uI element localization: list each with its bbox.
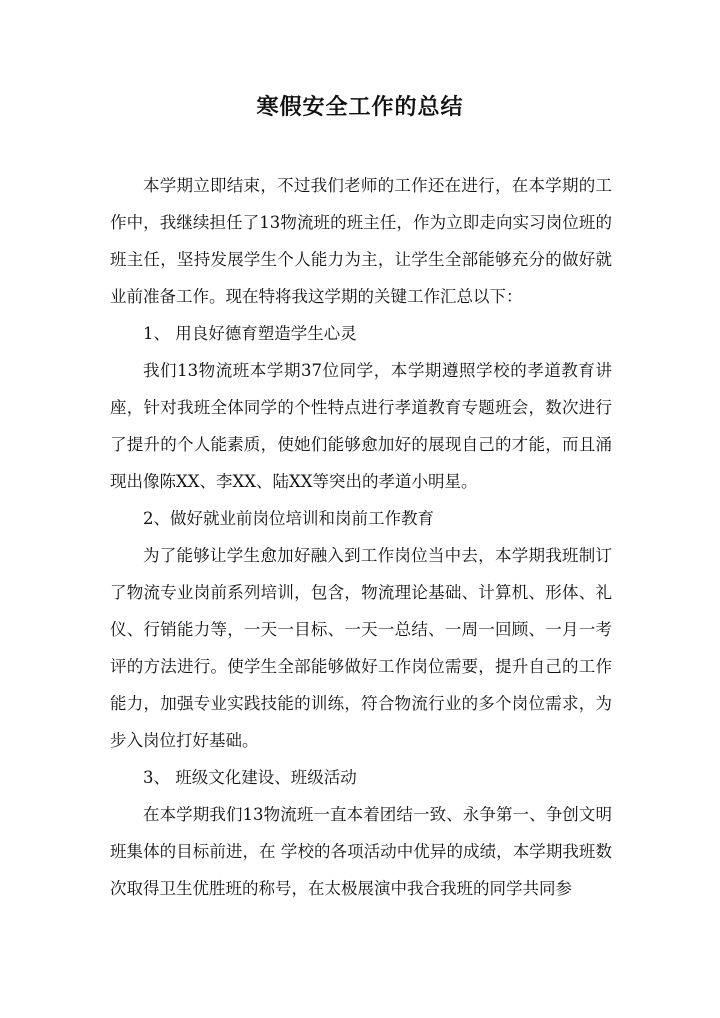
section-3-paragraph: 在本学期我们13物流班一直本着团结一致、永争第一、争创文明班集体的目标前进，在 学校的各项活动中优异的成绩，本学期我班数次取得卫生优胜班的称号，在太极展演中我合我班的同学共同参 [110,805,612,898]
document-title: 寒假安全工作的总结 [256,94,464,120]
intro-paragraph: 本学期立即结束，不过我们老师的工作还在进行，在本学期的工作中，我继续担任了13物流班的班主任，作为立即走向实习岗位班的班主任，坚持发展学生个人能力为主，让学生全部能够充分的做好就业前准备工作。现在特将我这学期的关键工作汇总以下： [110,176,612,306]
section-1-paragraph: 我们13物流班本学期37位同学，本学期遵照学校的孝道教育讲座，针对我班全体同学的个性特点进行孝道教育专题班会，数次进行了提升的个人能素质，使她们能够愈加好的展现自己的才能，而且涌现出像陈XX、李XX、陆XX等突出的孝道小明星。 [110,361,612,491]
section-heading-2: 2、做好就业前岗位培训和岗前工作教育 [143,509,434,528]
section-heading-3: 3、 班级文化建设、班级活动 [143,768,357,787]
section-2-paragraph: 为了能够让学生愈加好融入到工作岗位当中去，本学期我班制订了物流专业岗前系列培训，包含，物流理论基础、计算机、形体、礼仪、行销能力等，一天一目标、一天一总结、一周一回顾、一月一考评的方法进行。使学生全部能够做好工作岗位需要，提升自己的工作能力，加强专业实践技能的训练，符合物流行业的多个岗位需求，为步入岗位打好基础。 [110,546,612,750]
section-heading-1: 1、 用良好德育塑造学生心灵 [143,324,357,343]
document-body [110,167,612,907]
